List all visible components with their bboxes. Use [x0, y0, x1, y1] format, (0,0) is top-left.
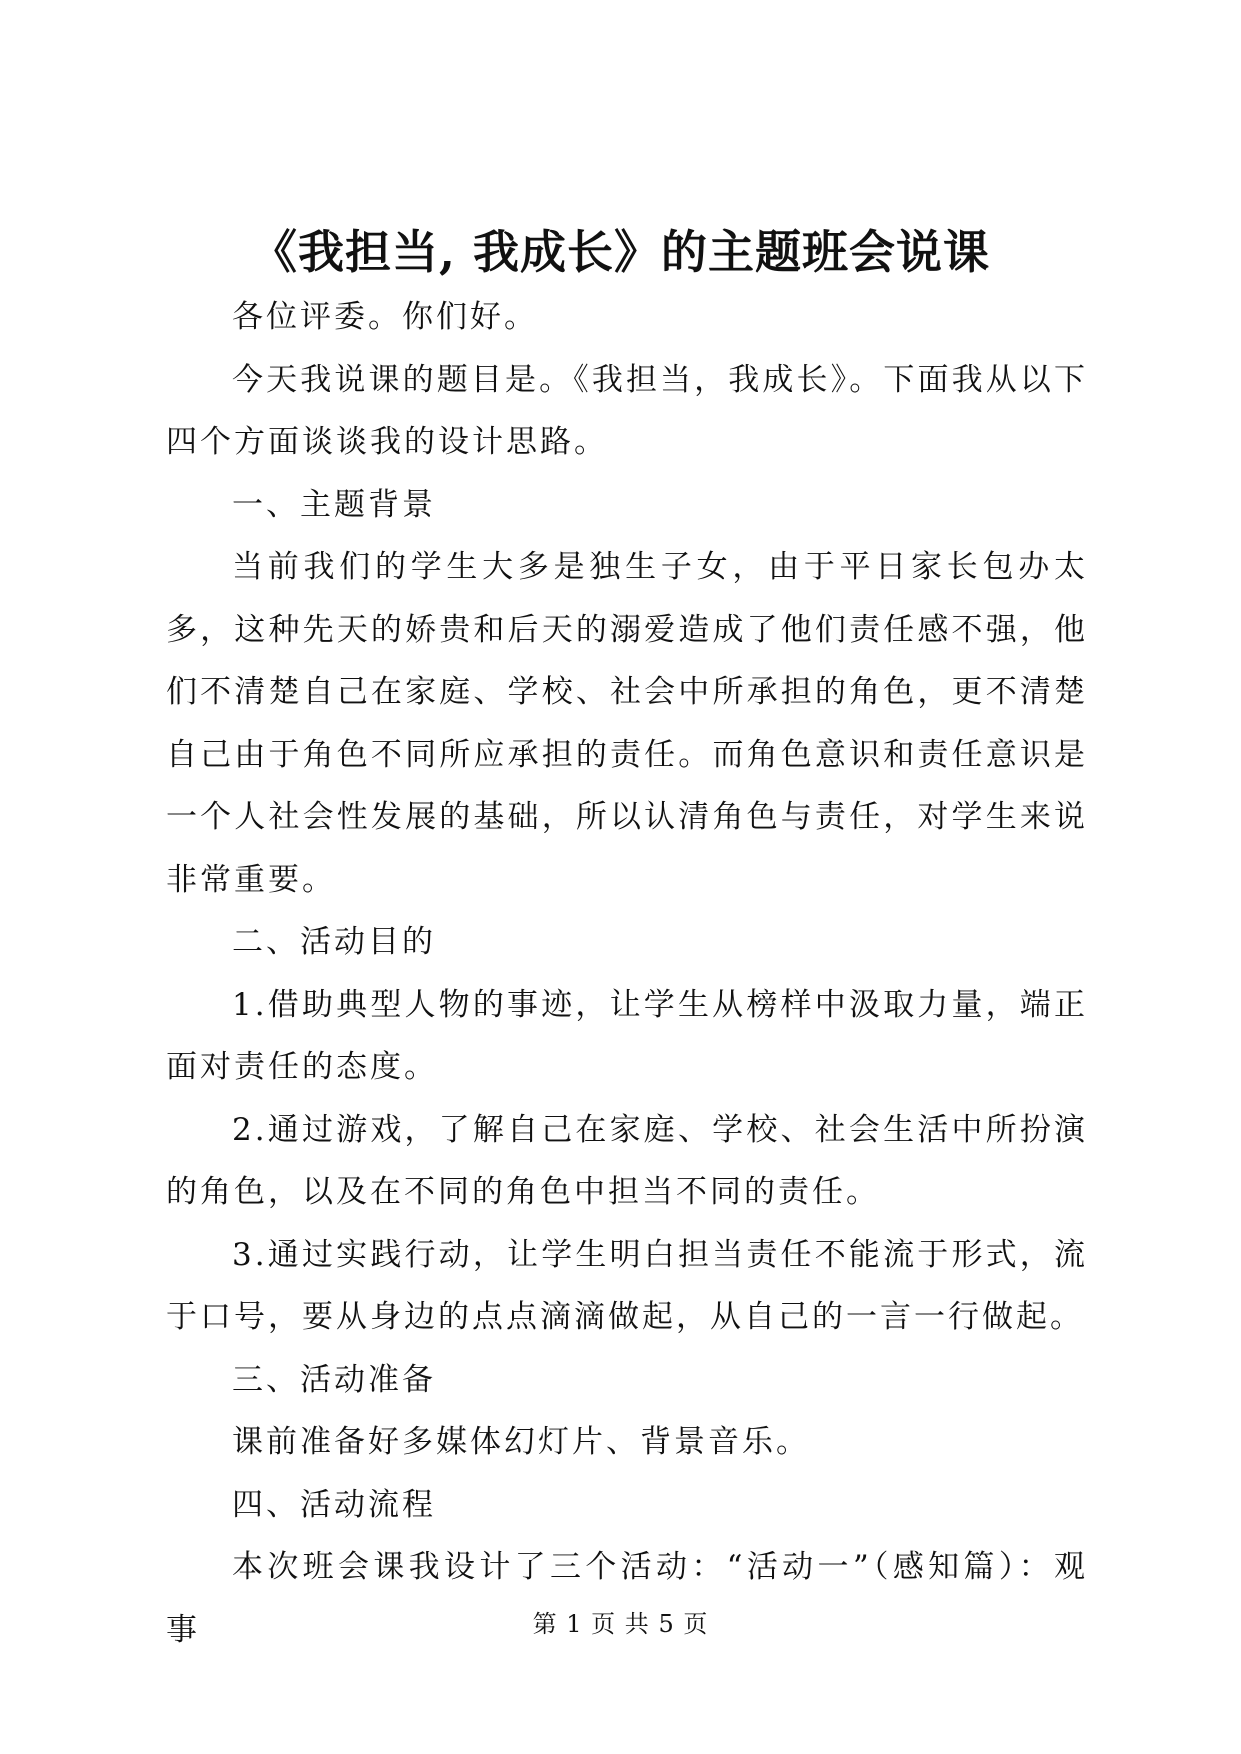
paragraph-background: 当前我们的学生大多是独生子女，由于平日家长包办太多，这种先天的娇贵和后天的溺爱造成了他们责任感不强，他们不清楚自己在家庭、学校、社会中所承担的角色，更不清楚自己由于角色不同所应承担的责任。而角色意识和责任意识是一个人社会性发展的基础，所以认清角色与责任，对学生来说非常重要。	[166, 549, 1088, 898]
heading-activity-process: 四、活动流程	[232, 1486, 436, 1523]
heading-activity-goals: 二、活动目的	[232, 924, 436, 960]
document-body	[166, 286, 1088, 1661]
heading-activity-preparation: 三、活动准备	[232, 1361, 436, 1398]
heading-theme-background: 一、主题背景	[232, 486, 436, 523]
paragraph-goal-1: 1.借助典型人物的事迹，让学生从榜样中汲取力量，端正面对责任的态度。	[166, 986, 1088, 1085]
paragraph-intro: 今天我说课的题目是。《我担当，我成长》。下面我从以下四个方面谈谈我的设计思路。	[166, 361, 1088, 460]
paragraph-greeting: 各位评委。你们好。	[232, 299, 538, 335]
paragraph-goal-2: 2.通过游戏，了解自己在家庭、学校、社会生活中所扮演的角色，以及在不同的角色中担当不同的责任。	[166, 1111, 1088, 1210]
page-footer: 第 1 页 共 5 页	[532, 1610, 709, 1638]
paragraph-process: 本次班会课我设计了三个活动：“活动一”（感知篇）：观事	[166, 1549, 1088, 1648]
document-title: 《我担当, 我成长》的主题班会说课	[250, 225, 991, 279]
paragraph-preparation: 课前准备好多媒体幻灯片、背景音乐。	[232, 1424, 810, 1460]
paragraph-goal-3: 3.通过实践行动，让学生明白担当责任不能流于形式，流于口号，要从身边的点点滴滴做起，从自己的一言一行做起。	[166, 1236, 1088, 1335]
